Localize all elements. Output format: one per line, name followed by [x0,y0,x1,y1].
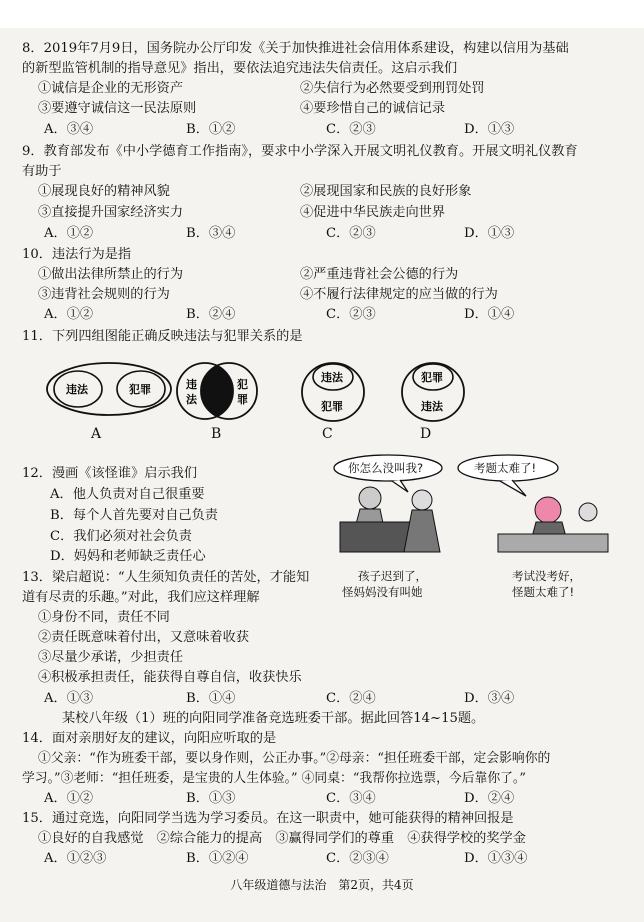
q15-option-c: C．②③④ [326,851,389,866]
q10-option-c: C．②③ [326,307,376,322]
q13-statement: ④积极承担责任，能获得自尊自信，收获快乐 [38,670,302,685]
comic-caption-1: 怪妈妈没有叫她 [342,585,423,599]
comic-caption-1: 孩子迟到了， [358,569,427,583]
q10-option-b: B．②④ [186,307,236,322]
q8-statement: ①诚信是企业的无形资产 [38,81,184,96]
venn-b-label: 违 [186,378,197,391]
venn-caption-b: B [211,426,222,442]
q9-statement: ①展现良好的精神风貌 [38,184,170,199]
q14-statement: ①父亲：“作为班委干部，要以身作则，公正办事。”②母亲：“担任班委干部，定会影响你的 [38,751,551,766]
q15-option-d: D．①③④ [464,851,528,866]
q8-statement: ③要遵守诚信这一民法原则 [38,101,197,116]
q9-option-c: C．②③ [326,226,376,241]
venn-caption-c: C [322,426,333,442]
q12-option-c: C．我们必须对社会负责 [50,529,192,544]
q13-option-b: B．①④ [186,691,236,706]
q8-option-d: D．①③ [464,122,515,137]
venn-b-label: 法 [186,393,197,406]
page-footer: 八年级道德与法治 第2页，共4页 [230,878,414,892]
venn-a-label-right: 犯罪 [129,383,151,396]
q12-option-d: D．妈妈和老师缺乏责任心 [50,549,206,564]
q13-statement: ①身份不同，责任不同 [38,610,170,625]
q13-option-d: D．③④ [464,691,515,706]
q8-statement: ④要珍惜自己的诚信记录 [300,101,446,116]
q8-stem: 8．2019年7月9日，国务院办公厅印发《关于加快推进社会信用体系建设，构建以信用为基础 [22,41,569,56]
q12-option-a: A．他人负责对自己很重要 [50,487,205,502]
q9-statement: ④促进中华民族走向世界 [300,205,446,220]
comic-bubble-2: 考题太难了! [474,461,537,475]
q9-statement: ②展现国家和民族的良好形象 [300,184,472,199]
venn-diagram-d [398,358,468,424]
q8-option-c: C．②③ [326,122,376,137]
venn-d-outer-label: 违法 [421,400,443,413]
q10-statement: ①做出法律所禁止的行为 [38,267,184,282]
q13-option-c: C．②④ [326,691,376,706]
venn-diagram-b [172,358,262,424]
venn-c-inner-label: 违法 [321,371,343,384]
q15-statement: ①良好的自我感觉 ②综合能力的提高 ③赢得同学们的尊重 ④获得学校的奖学金 [38,831,526,846]
venn-c-outer-label: 犯罪 [321,400,343,413]
q15-option-b: B．①②④ [186,851,249,866]
venn-diagram-c [298,358,368,424]
q8-stem: 的新型监管机制的指导意见》指出，要依法追究违法失信责任。这启示我们 [22,61,458,76]
venn-caption-a: A [91,426,102,442]
top-margin [0,0,644,28]
q8-statement: ②失信行为必然要受到刑罚处罚 [300,81,485,96]
q13-stem: 道有尽责的乐趣。”对此，我们应这样理解 [22,590,260,605]
q14-option-c: C．③④ [326,791,376,806]
q10-statement: ②严重违背社会公德的行为 [300,267,459,282]
q10-option-d: D．①④ [464,307,515,322]
q15-option-a: A．①②③ [44,851,107,866]
section-intro: 某校八年级（1）班的向阳同学准备竞选班委干部。据此回答14~15题。 [62,711,485,726]
q13-statement: ③尽量少承诺，少担责任 [38,650,184,665]
q10-stem: 10．违法行为是指 [22,247,132,262]
venn-b-label: 犯 [237,378,248,391]
q14-statement: 学习。”③老师：“担任班委，是宝贵的人生体验。” ④同桌：“我帮你拉选票，今后靠你了。” [22,771,526,786]
q10-option-a: A．①② [44,307,94,322]
q9-stem: 9．教育部发布《中小学德育工作指南》，要求中小学深入开展文明礼仪教育。开展文明礼仪教育 [22,144,578,159]
q9-option-a: A．①② [44,226,94,241]
venn-diagram-a [44,360,174,418]
q13-stem: 13．梁启超说：“人生须知负责任的苦处，才能知 [22,570,310,585]
comic-bubble-1: 你怎么没叫我? [348,461,424,475]
comic-caption-2: 考试没考好， [512,569,581,583]
q15-stem: 15．通过竞选，向阳同学当选为学习委员。在这一职责中，她可能获得的精神回报是 [22,811,514,826]
venn-b-label: 罪 [237,393,248,406]
venn-d-inner-label: 犯罪 [421,371,443,384]
q12-stem: 12．漫画《该怪谁》启示我们 [22,466,198,481]
q14-stem: 14．面对亲朋好友的建议，向阳应听取的是 [22,731,277,746]
venn-a-label-left: 违法 [66,383,88,396]
q11-stem: 11．下列四组图能正确反映违法与犯罪关系的是 [22,329,303,344]
q12-option-b: B．每个人首先要对自己负责 [50,508,218,523]
q14-option-b: B．①③ [186,791,236,806]
venn-caption-d: D [420,426,432,442]
q13-statement: ②责任既意味着付出，又意味着收获 [38,630,249,645]
q9-option-d: D．①③ [464,226,515,241]
q8-option-a: A．③④ [44,122,94,137]
q10-statement: ③违背社会规则的行为 [38,287,170,302]
q14-option-a: A．①② [44,791,94,806]
comic-caption-2: 怪题太难了! [512,585,575,599]
q9-statement: ③直接提升国家经济实力 [38,205,184,220]
q8-option-b: B．①② [186,122,236,137]
q9-stem: 有助于 [22,164,62,179]
q13-option-a: A．①③ [44,691,94,706]
q14-option-d: D．②④ [464,791,515,806]
q10-statement: ④不履行法律规定的应当做的行为 [300,287,498,302]
q9-option-b: B．③④ [186,226,236,241]
